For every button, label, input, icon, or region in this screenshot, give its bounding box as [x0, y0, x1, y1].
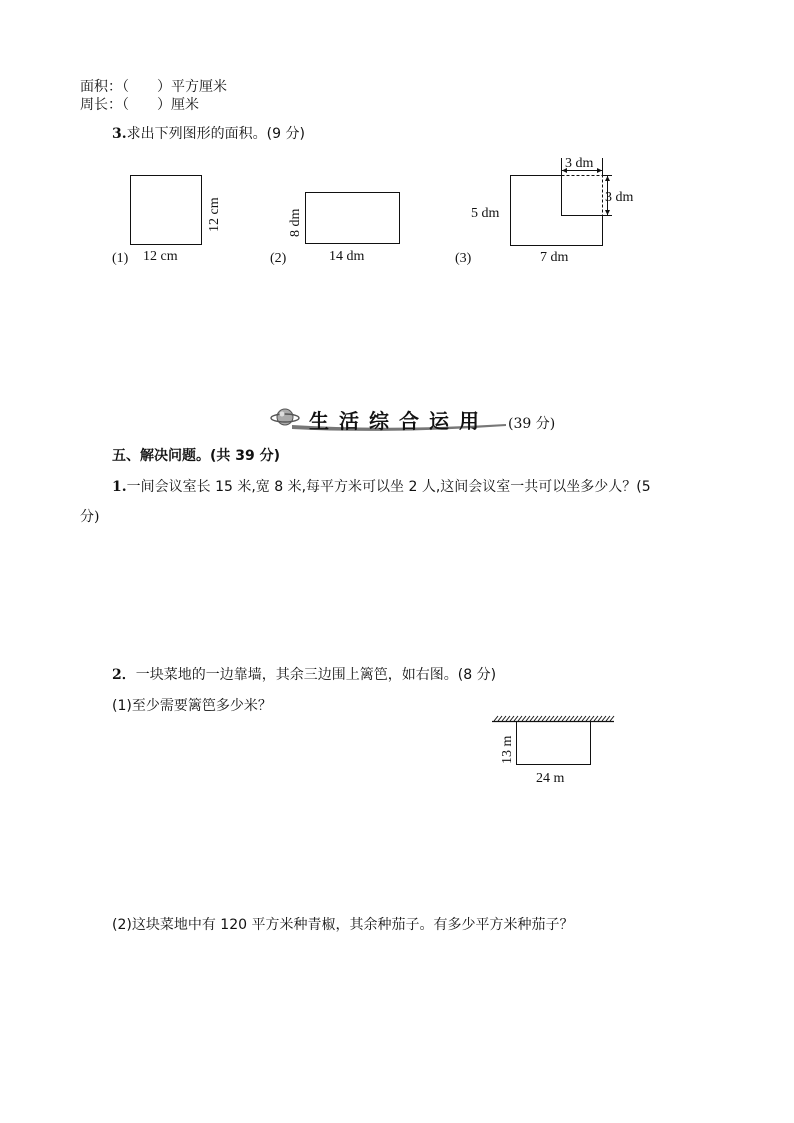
hatch-mark: [598, 716, 602, 721]
hatch-mark: [518, 716, 522, 721]
perimeter-answer-line: 周长：（ ）厘米: [80, 97, 199, 113]
garden-fence: [517, 722, 591, 765]
hatch-mark: [510, 716, 514, 721]
fig1-side-dim: 12 cm: [207, 197, 222, 232]
hatch-mark: [566, 716, 570, 721]
problem2-sub1: (1)至少需要篱笆多少米？: [112, 698, 272, 714]
q3-text: 求出下列图形的面积。(9 分): [126, 126, 305, 142]
hatch-mark: [538, 716, 542, 721]
hatch-mark: [526, 716, 530, 721]
banner-title: 生活综合运用: [309, 409, 489, 433]
problem2-sub2: (2)这块菜地中有 120 平方米种青椒，其余种茄子。有多少平方米种茄子？: [112, 917, 574, 933]
hatch-mark: [498, 716, 502, 721]
fig2-label: (2): [270, 251, 287, 266]
hatch-mark: [522, 716, 526, 721]
hatch-mark: [586, 716, 590, 721]
fig1-bottom-dim: 12 cm: [143, 249, 178, 264]
hatch-mark: [546, 716, 550, 721]
hatch-mark: [578, 716, 582, 721]
hatch-mark: [590, 716, 594, 721]
fig1-label: (1): [112, 251, 129, 266]
fig2-side-dim: 8 dm: [288, 208, 303, 237]
section5-heading: 五、解决问题。(共 39 分): [112, 448, 281, 464]
hatch-mark: [602, 716, 606, 721]
fig2-bottom-dim: 14 dm: [329, 249, 365, 264]
wall-hatching: [494, 716, 614, 721]
problem2-text: 一块菜地的一边靠墙，其余三边围上篱笆，如右图。(8 分): [135, 667, 497, 683]
fig3-cut-right-dim: 3 dm: [605, 190, 634, 205]
q3-number: 3.: [112, 126, 127, 142]
area-answer-line: 面积：（ ）平方厘米: [80, 79, 227, 95]
hatch-mark: [582, 716, 586, 721]
problem1-text: 一间会议室长 15 米,宽 8 米,每平方米可以坐 2 人,这间会议室一共可以坐多少人？(5: [126, 479, 651, 495]
hatch-mark: [514, 716, 518, 721]
hatch-mark: [574, 716, 578, 721]
garden-bottom-dim: 24 m: [536, 771, 565, 786]
problem1-number: 1.: [112, 479, 127, 495]
hatch-mark: [606, 716, 610, 721]
problem2-number: 2．: [112, 667, 136, 683]
hatch-mark: [494, 716, 498, 721]
hatch-mark: [502, 716, 506, 721]
fig3-cut-top-dim: 3 dm: [565, 156, 594, 171]
garden-side-dim: 13 m: [500, 735, 515, 764]
hatch-mark: [506, 716, 510, 721]
hatch-mark: [558, 716, 562, 721]
hatch-mark: [554, 716, 558, 721]
hatch-mark: [542, 716, 546, 721]
fig3-bottom-dim: 7 dm: [540, 250, 569, 265]
fig3-label: (3): [455, 251, 472, 266]
hatch-mark: [534, 716, 538, 721]
hatch-mark: [594, 716, 598, 721]
hatch-mark: [570, 716, 574, 721]
problem1-cont: 分): [80, 509, 100, 525]
fig3-left-dim: 5 dm: [471, 206, 500, 221]
hatch-mark: [562, 716, 566, 721]
hatch-mark: [550, 716, 554, 721]
hatch-mark: [530, 716, 534, 721]
banner-score: (39 分): [508, 416, 556, 432]
hatch-mark: [610, 716, 614, 721]
